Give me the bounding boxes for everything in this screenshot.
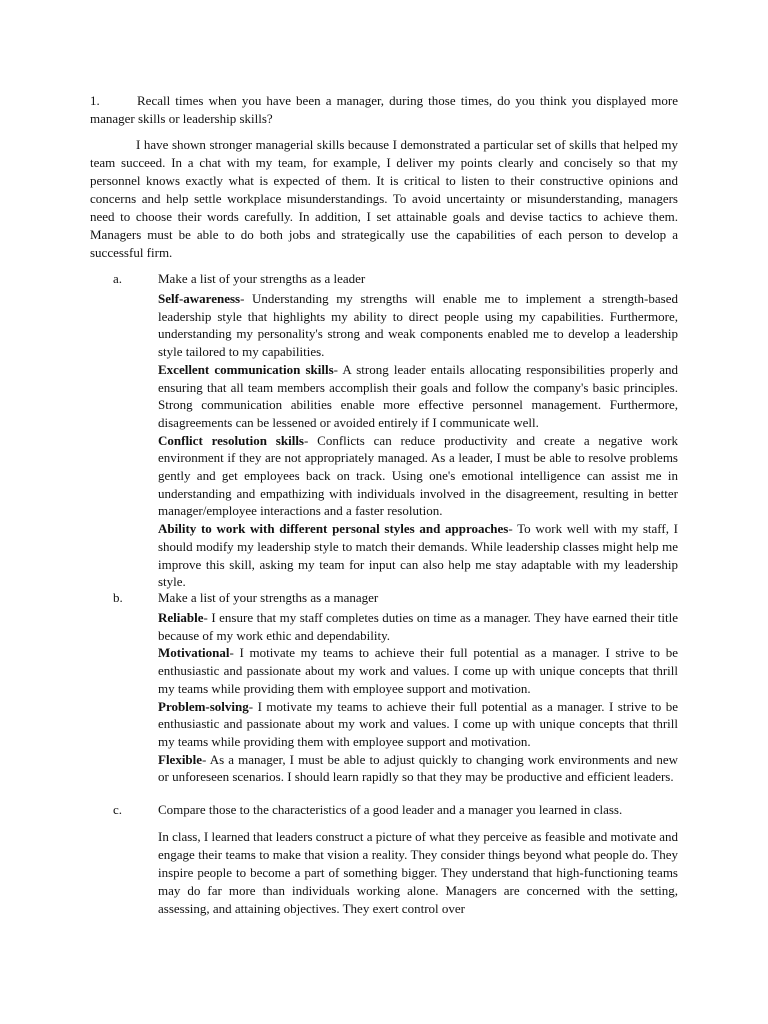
list-item (158, 609, 678, 644)
item-description: - A strong leader entails allocating responsibilities properly and ensuring that all team members accomplish their goals and follow the company's basic principles. Strong communication abilities enable more effective personnel management. Furthermore, disagreements can be lessened or avoided entirely if I communicate well. (158, 361, 678, 430)
question-text: Recall times when you have been a manager, during those times, do you think you displayed more manager skills or leadership skills? (90, 93, 678, 126)
item-term: Motivational (158, 645, 230, 661)
list-item (158, 698, 678, 751)
item-description: - To work well with my staff, I should modify my leadership style to match their demands. While leadership classes might help me improve this skill, asking my team for input can also help me stay adaptable with my leadership style. (158, 521, 678, 590)
item-description: - I motivate my teams to achieve their full potential as a manager. I strive to be enthusiastic and passionate about my work and values. I come up with unique concepts that thrill my teams while providing them with employee support and motivation. (158, 698, 678, 749)
section-a-list (158, 290, 678, 591)
section-a-letter: a. (113, 271, 123, 286)
list-item (158, 290, 678, 361)
question-1 (90, 92, 678, 128)
item-term: Flexible (158, 751, 203, 767)
section-c-paragraph: In class, I learned that leaders construct a picture of what they perceive as feasible and motivate and engage their teams to make that vision a reality. They consider things beyond what people do. They inspire people to become a part of something bigger. They understand that high-functioning teams may do far more than individuals working alone. Managers are concerned with the setting, assessing, and attaining objectives. They exert control over (158, 829, 678, 916)
section-c-title: Compare those to the characteristics of a good leader and a manager you learned in class. (158, 802, 623, 817)
item-term: Conflict resolution skills (158, 432, 304, 448)
item-term: Problem-solving (158, 698, 249, 714)
item-description: - I motivate my teams to achieve their full potential as a manager. I strive to be enthusiastic and passionate about my work and values. I come up with unique concepts that thrill my teams while providing them with employee support and motivation. (158, 645, 678, 696)
section-b-letter: b. (113, 590, 123, 605)
item-description: - Understanding my strengths will enable me to implement a strength-based leadership style that highlights my ability to direct people using my capabilities. Furthermore, understanding my personality's strong and weak components enabled me to develop a leadership style tailored to my capabilities. (158, 291, 678, 360)
list-item (158, 520, 678, 591)
item-term: Ability to work with different personal styles and approaches (158, 521, 509, 537)
item-term: Excellent communication skills (158, 361, 334, 377)
list-item (158, 644, 678, 697)
item-description: - As a manager, I must be able to adjust quickly to changing work environments and new or unforeseen scenarios. I should learn rapidly so that they may be productive and efficient leaders. (158, 751, 678, 785)
item-description: - I ensure that my staff completes duties on time as a manager. They have earned their title because of my work ethic and dependability. (158, 610, 678, 643)
list-item (158, 361, 678, 432)
item-term: Self-awareness (158, 291, 241, 306)
answer-paragraph: I have shown stronger managerial skills because I demonstrated a particular set of skills that helped my team succeed. In a chat with my team, for example, I deliver my points clearly and concisely so that my personnel knows exactly what is expected of them. It is critical to listen to their constructive opinions and concerns and help settle workplace misunderstandings. To avoid uncertainty or misunderstanding, managers need to choose their words carefully. In addition, I set attainable goals and devise tactics to achieve them. Managers must be able to do both jobs and strategically use the capabilities of each person to develop a successful firm. (90, 137, 678, 260)
section-b-title: Make a list of your strengths as a manager (158, 590, 379, 605)
list-item (158, 751, 678, 786)
section-c-letter: c. (113, 802, 123, 817)
list-item (158, 432, 678, 521)
item-term: Reliable (158, 610, 204, 625)
question-number: 1. (90, 93, 100, 108)
section-a-title: Make a list of your strengths as a leader (158, 271, 366, 286)
item-description: - Conflicts can reduce productivity and create a negative work environment if they are not appropriately managed. As a leader, I must be able to resolve problems gently and get employees back on track. Using one's emotional intelligence can assist me in understanding and empathizing with individuals involved in the disagreement, resulting in better manager/employee interactions and a faster resolution. (158, 432, 678, 519)
section-b-list (158, 609, 678, 786)
